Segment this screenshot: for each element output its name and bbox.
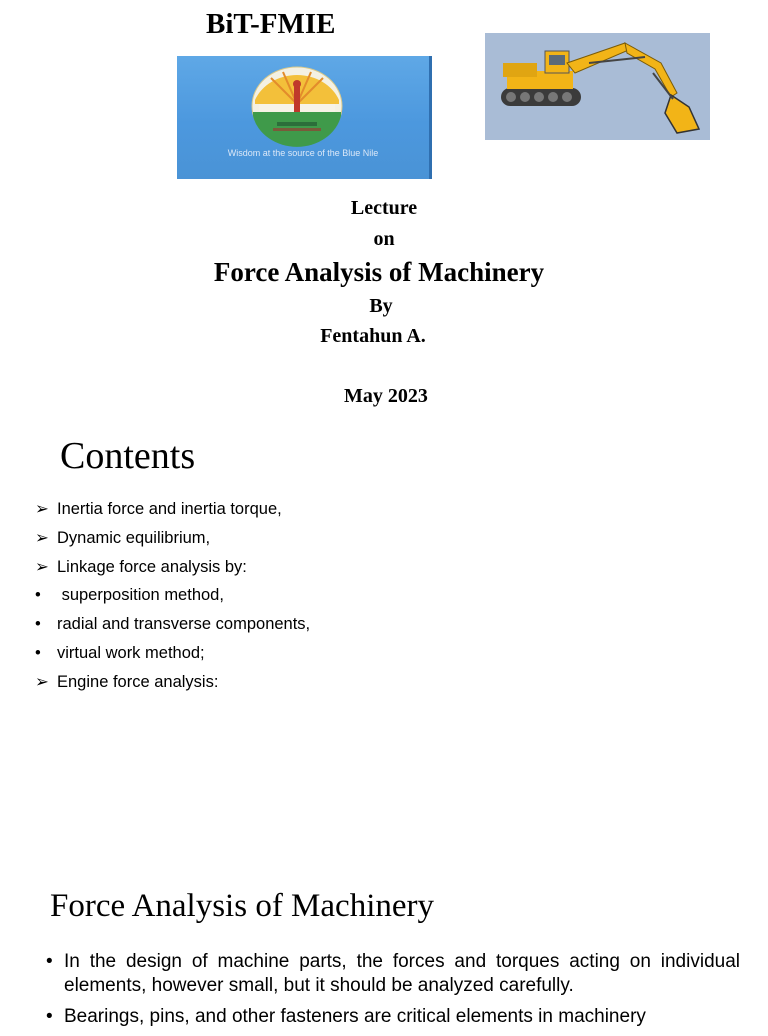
arrow-bullet-icon: ➢ [35,557,49,576]
contents-list [35,495,310,697]
contents-heading: Contents [60,435,196,477]
list-item: ➢ Dynamic equilibrium, [35,524,310,553]
excavator-image [485,33,710,140]
org-title: BiT-FMIE [206,8,336,40]
excavator-icon [485,33,710,140]
dot-bullet-icon: • [35,615,41,634]
list-item: ➢ Engine force analysis: [35,668,310,697]
body-list [46,950,740,1036]
list-item: • virtual work method; [35,639,310,668]
university-logo [177,56,432,179]
dot-bullet-icon: • [46,951,53,972]
author-name: Fentahun A. [320,325,426,347]
arrow-bullet-icon: ➢ [35,500,49,518]
arrow-bullet-icon: ➢ [35,672,49,691]
lecture-label: Lecture [350,197,418,219]
list-item: • In the design of machine parts, the forces and torques acting on individual elements, however small, but it should be analyzed carefully. [46,951,740,996]
logo-tagline: Wisdom at the source of the Blue Nile [227,148,379,158]
list-item: ➢ Linkage force analysis by: [35,553,310,582]
dot-bullet-icon: • [46,1006,53,1027]
dot-bullet-icon: • [35,643,41,662]
lecture-date: May 2023 [344,385,428,407]
section-heading: Force Analysis of Machinery [50,888,434,924]
dot-bullet-icon: • [35,586,41,605]
emblem-icon [249,64,345,148]
by-label: By [369,295,393,317]
on-label: on [373,228,395,250]
lecture-title: Force Analysis of Machinery [213,257,545,287]
arrow-bullet-icon: ➢ [35,528,49,547]
list-item: • superposition method, [35,581,310,610]
list-item: • radial and transverse components, [35,610,310,639]
list-item: ➢ Inertia force and inertia torque, [35,495,310,524]
list-item: • Bearings, pins, and other fasteners are critical elements in machinery [46,1006,646,1027]
